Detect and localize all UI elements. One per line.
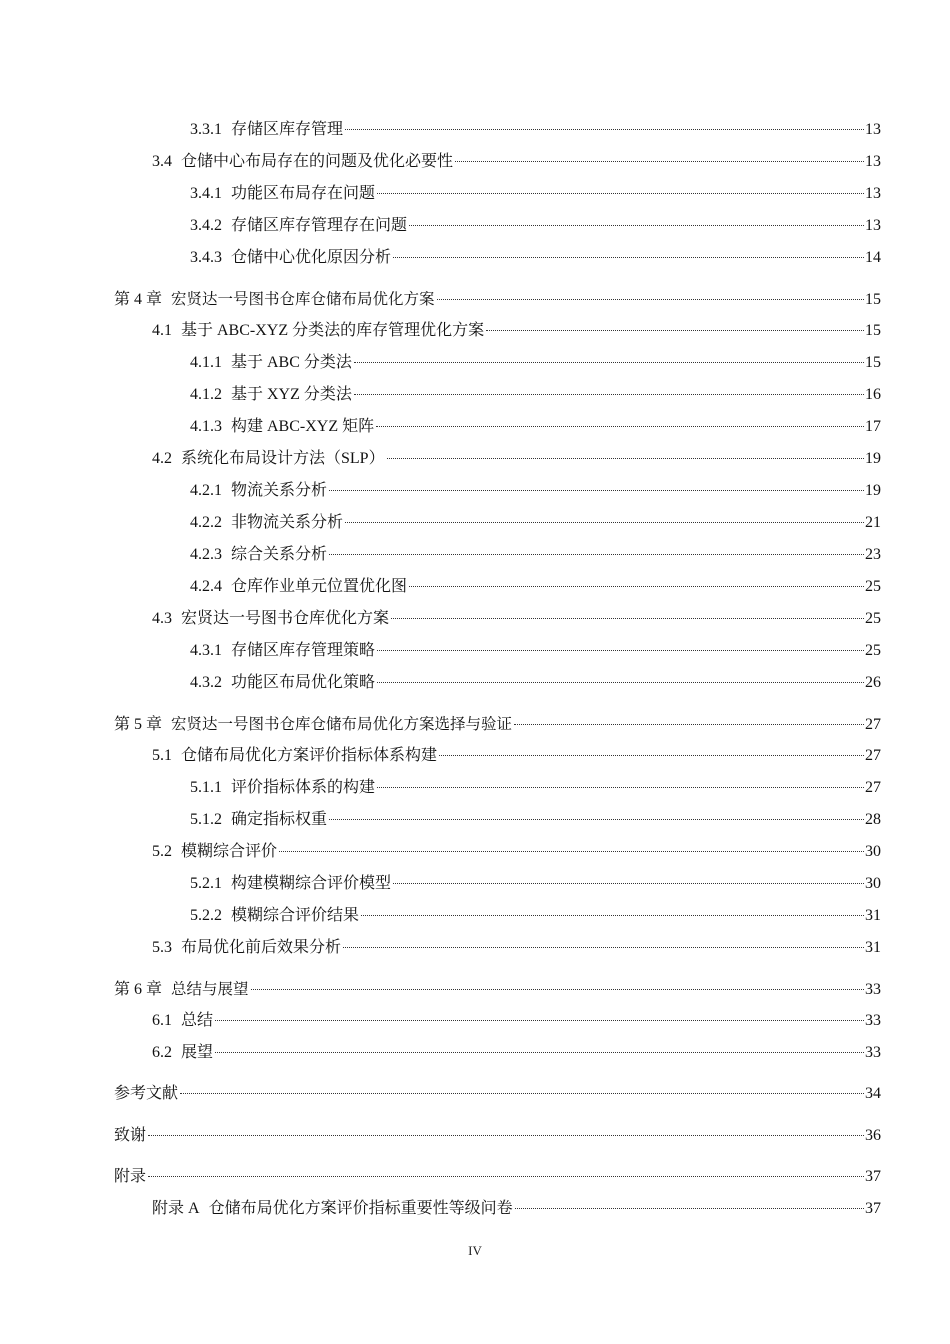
- toc-entry[interactable]: [0, 543, 950, 567]
- toc-entry-title: 系统化布局设计方法（SLP）: [181, 450, 385, 467]
- toc-entry-title: 布局优化前后效果分析: [181, 939, 342, 956]
- toc-entry-number: 5.1.1: [190, 779, 222, 796]
- toc-entry-page: 25: [865, 610, 881, 627]
- toc-entry-page: 37: [865, 1168, 881, 1185]
- dot-leader: [391, 618, 864, 619]
- toc-entry-page: 13: [865, 153, 881, 170]
- toc-entry-number: 5.2.2: [190, 907, 222, 924]
- dot-leader: [148, 1176, 864, 1177]
- toc-entry-page: 13: [865, 185, 881, 202]
- toc-entry-number: 4.3: [152, 610, 172, 627]
- toc-entry-title: 仓储布局优化方案评价指标重要性等级问卷: [208, 1200, 513, 1217]
- toc-entry-page: 27: [865, 747, 881, 764]
- toc-entry-page: 21: [865, 514, 881, 531]
- toc-entry[interactable]: [0, 1041, 950, 1065]
- toc-entry-page: 25: [865, 642, 881, 659]
- toc-entry-number: 4.2.3: [190, 546, 222, 563]
- toc-entry[interactable]: [0, 840, 950, 864]
- toc-entry-page: 15: [865, 354, 881, 371]
- toc-entry-title: 模糊综合评价: [181, 843, 278, 860]
- toc-entry-number: 第 6 章: [114, 981, 163, 998]
- toc-entry[interactable]: [0, 575, 950, 599]
- toc-entry-title: 存储区库存管理存在问题: [231, 217, 408, 234]
- dot-leader: [377, 193, 864, 194]
- toc-entry[interactable]: [0, 1082, 950, 1106]
- toc-entry[interactable]: [0, 511, 950, 535]
- dot-leader: [409, 225, 864, 226]
- toc-entry[interactable]: [0, 182, 950, 206]
- toc-entry[interactable]: [0, 383, 950, 407]
- toc-entry-number: 5.3: [152, 939, 172, 956]
- toc-entry[interactable]: [0, 1124, 950, 1148]
- toc-entry-page: 34: [865, 1085, 881, 1102]
- toc-entry[interactable]: [0, 1197, 950, 1221]
- toc-entry[interactable]: [0, 118, 950, 142]
- toc-entry[interactable]: [0, 607, 950, 631]
- dot-leader: [345, 522, 864, 523]
- toc-entry[interactable]: [0, 904, 950, 928]
- toc-entry-page: 25: [865, 578, 881, 595]
- toc-entry-number: 6.1: [152, 1012, 172, 1029]
- toc-entry-title: 功能区布局存在问题: [231, 185, 376, 202]
- toc-entry-page: 13: [865, 121, 881, 138]
- toc-entry-page: 31: [865, 907, 881, 924]
- toc-entry-title: 宏贤达一号图书仓库仓储布局优化方案选择与验证: [171, 715, 513, 733]
- toc-entry-title: 宏贤达一号图书仓库优化方案: [181, 610, 390, 627]
- dot-leader: [148, 1135, 864, 1136]
- toc-entry-title: 附录: [114, 1168, 147, 1185]
- dot-leader: [514, 724, 864, 725]
- dot-leader: [215, 1052, 864, 1053]
- toc-entry[interactable]: [0, 214, 950, 238]
- toc-entry-page: 26: [865, 674, 881, 691]
- toc-entry-page: 33: [865, 1044, 881, 1061]
- toc-entry-title: 非物流关系分析: [231, 514, 344, 531]
- toc-entry[interactable]: [0, 936, 950, 960]
- toc-entry-page: 23: [865, 546, 881, 563]
- toc-entry[interactable]: [0, 671, 950, 695]
- toc-entry[interactable]: [0, 319, 950, 343]
- toc-entry-title: 展望: [181, 1044, 214, 1061]
- toc-entry[interactable]: [0, 447, 950, 471]
- toc-entry-page: 27: [865, 779, 881, 796]
- toc-entry-page: 19: [865, 482, 881, 499]
- toc-entry-number: 6.2: [152, 1044, 172, 1061]
- dot-leader: [251, 989, 864, 990]
- toc-entry-number: 5.2: [152, 843, 172, 860]
- toc-entry-number: 4.2.1: [190, 482, 222, 499]
- toc-entry-number: 第 5 章: [114, 716, 163, 733]
- toc-entry-number: 附录 A: [152, 1200, 200, 1217]
- toc-entry-title: 物流关系分析: [231, 482, 328, 499]
- toc-entry-page: 31: [865, 939, 881, 956]
- toc-entry-page: 30: [865, 843, 881, 860]
- dot-leader: [393, 257, 864, 258]
- dot-leader: [361, 915, 864, 916]
- toc-entry-page: 37: [865, 1200, 881, 1217]
- toc-entry-number: 4.1: [152, 322, 172, 339]
- toc-entry-title: 确定指标权重: [231, 811, 328, 828]
- toc-entry[interactable]: [0, 744, 950, 768]
- toc-entry-number: 5.1: [152, 747, 172, 764]
- dot-leader: [180, 1093, 864, 1094]
- toc-entry-page: 14: [865, 249, 881, 266]
- toc-entry-number: 4.1.2: [190, 386, 222, 403]
- toc-entry[interactable]: [0, 1009, 950, 1033]
- toc-entry-number: 4.1.3: [190, 418, 222, 435]
- toc-entry-title: 基于 XYZ 分类法: [231, 386, 352, 403]
- toc-entry-title: 致谢: [114, 1127, 147, 1144]
- toc-entry-title: 参考文献: [114, 1085, 179, 1102]
- toc-entry[interactable]: [0, 246, 950, 270]
- toc-entry-title: 模糊综合评价结果: [231, 907, 360, 924]
- dot-leader: [515, 1208, 864, 1209]
- toc-entry[interactable]: [0, 351, 950, 375]
- toc-entry-title: 存储区库存管理策略: [231, 642, 376, 659]
- dot-leader: [354, 362, 864, 363]
- toc-entry-page: 17: [865, 418, 881, 435]
- toc-entry-page: 30: [865, 875, 881, 892]
- toc-entry-number: 第 4 章: [114, 291, 163, 308]
- toc-entry[interactable]: [0, 639, 950, 663]
- toc-entry[interactable]: [0, 150, 950, 174]
- toc-entry-page: 19: [865, 450, 881, 467]
- toc-entry-title: 综合关系分析: [231, 546, 328, 563]
- toc-entry-title: 仓储中心布局存在的问题及优化必要性: [181, 153, 454, 170]
- toc-entry-title: 仓储布局优化方案评价指标体系构建: [181, 747, 438, 764]
- dot-leader: [377, 787, 864, 788]
- dot-leader: [387, 458, 864, 459]
- toc-entry-title: 仓储中心优化原因分析: [231, 249, 392, 266]
- toc-entry-title: 总结: [181, 1012, 214, 1029]
- dot-leader: [376, 426, 864, 427]
- dot-leader: [439, 755, 864, 756]
- toc-entry-number: 4.1.1: [190, 354, 222, 371]
- toc-entry-title: 构建模糊综合评价模型: [231, 875, 392, 892]
- toc-entry[interactable]: [0, 1165, 950, 1189]
- toc-entry-number: 5.2.1: [190, 875, 222, 892]
- dot-leader: [377, 682, 864, 683]
- toc-entry-number: 5.1.2: [190, 811, 222, 828]
- toc-entry-title: 基于 ABC-XYZ 分类法的库存管理优化方案: [181, 322, 485, 339]
- dot-leader: [377, 650, 864, 651]
- toc-entry-page: 15: [865, 291, 881, 308]
- toc-entry-page: 15: [865, 322, 881, 339]
- toc-entry-title: 仓库作业单元位置优化图: [231, 578, 408, 595]
- toc-entry-title: 基于 ABC 分类法: [231, 354, 352, 371]
- toc-entry-page: 28: [865, 811, 881, 828]
- toc-entry-title: 功能区布局优化策略: [231, 674, 376, 691]
- toc-entry-title: 总结与展望: [171, 980, 249, 998]
- toc-entry[interactable]: [0, 479, 950, 503]
- toc-entry[interactable]: [0, 415, 950, 439]
- toc-entry-page: 33: [865, 1012, 881, 1029]
- toc-entry-title: 存储区库存管理: [231, 121, 344, 138]
- dot-leader: [486, 330, 864, 331]
- page-number-label: IV: [468, 1243, 482, 1258]
- dot-leader: [354, 394, 864, 395]
- toc-entry-number: 3.3.1: [190, 121, 222, 138]
- toc-entry-number: 3.4.2: [190, 217, 222, 234]
- toc-entry-title: 评价指标体系的构建: [231, 779, 376, 796]
- dot-leader: [455, 161, 864, 162]
- toc-entry-number: 3.4: [152, 153, 172, 170]
- toc-entry-page: 36: [865, 1127, 881, 1144]
- toc-entry-title: 构建 ABC-XYZ 矩阵: [231, 418, 375, 435]
- dot-leader: [345, 129, 864, 130]
- toc-entry[interactable]: [0, 287, 950, 311]
- dot-leader: [329, 554, 864, 555]
- dot-leader: [343, 947, 864, 948]
- toc-entry-number: 3.4.1: [190, 185, 222, 202]
- toc-entry[interactable]: [0, 808, 950, 832]
- toc-entry-page: 13: [865, 217, 881, 234]
- dot-leader: [409, 586, 864, 587]
- toc-entry-number: 4.3.1: [190, 642, 222, 659]
- toc-entry-number: 4.3.2: [190, 674, 222, 691]
- toc-entry-number: 4.2.4: [190, 578, 222, 595]
- toc-entry[interactable]: [0, 776, 950, 800]
- dot-leader: [279, 851, 864, 852]
- toc-entry-page: 27: [865, 716, 881, 733]
- toc-entry-page: 33: [865, 981, 881, 998]
- toc-entry-number: 4.2.2: [190, 514, 222, 531]
- dot-leader: [215, 1020, 864, 1021]
- toc-entry[interactable]: [0, 977, 950, 1001]
- dot-leader: [393, 883, 864, 884]
- dot-leader: [329, 490, 864, 491]
- page-number-footer: [0, 1243, 950, 1259]
- toc-entry-title: 宏贤达一号图书仓库仓储布局优化方案: [171, 290, 435, 308]
- dot-leader: [329, 819, 864, 820]
- toc-entry-number: 3.4.3: [190, 249, 222, 266]
- toc-entry[interactable]: [0, 712, 950, 736]
- dot-leader: [437, 299, 864, 300]
- toc-entry[interactable]: [0, 872, 950, 896]
- toc-entry-page: 16: [865, 386, 881, 403]
- toc-entry-number: 4.2: [152, 450, 172, 467]
